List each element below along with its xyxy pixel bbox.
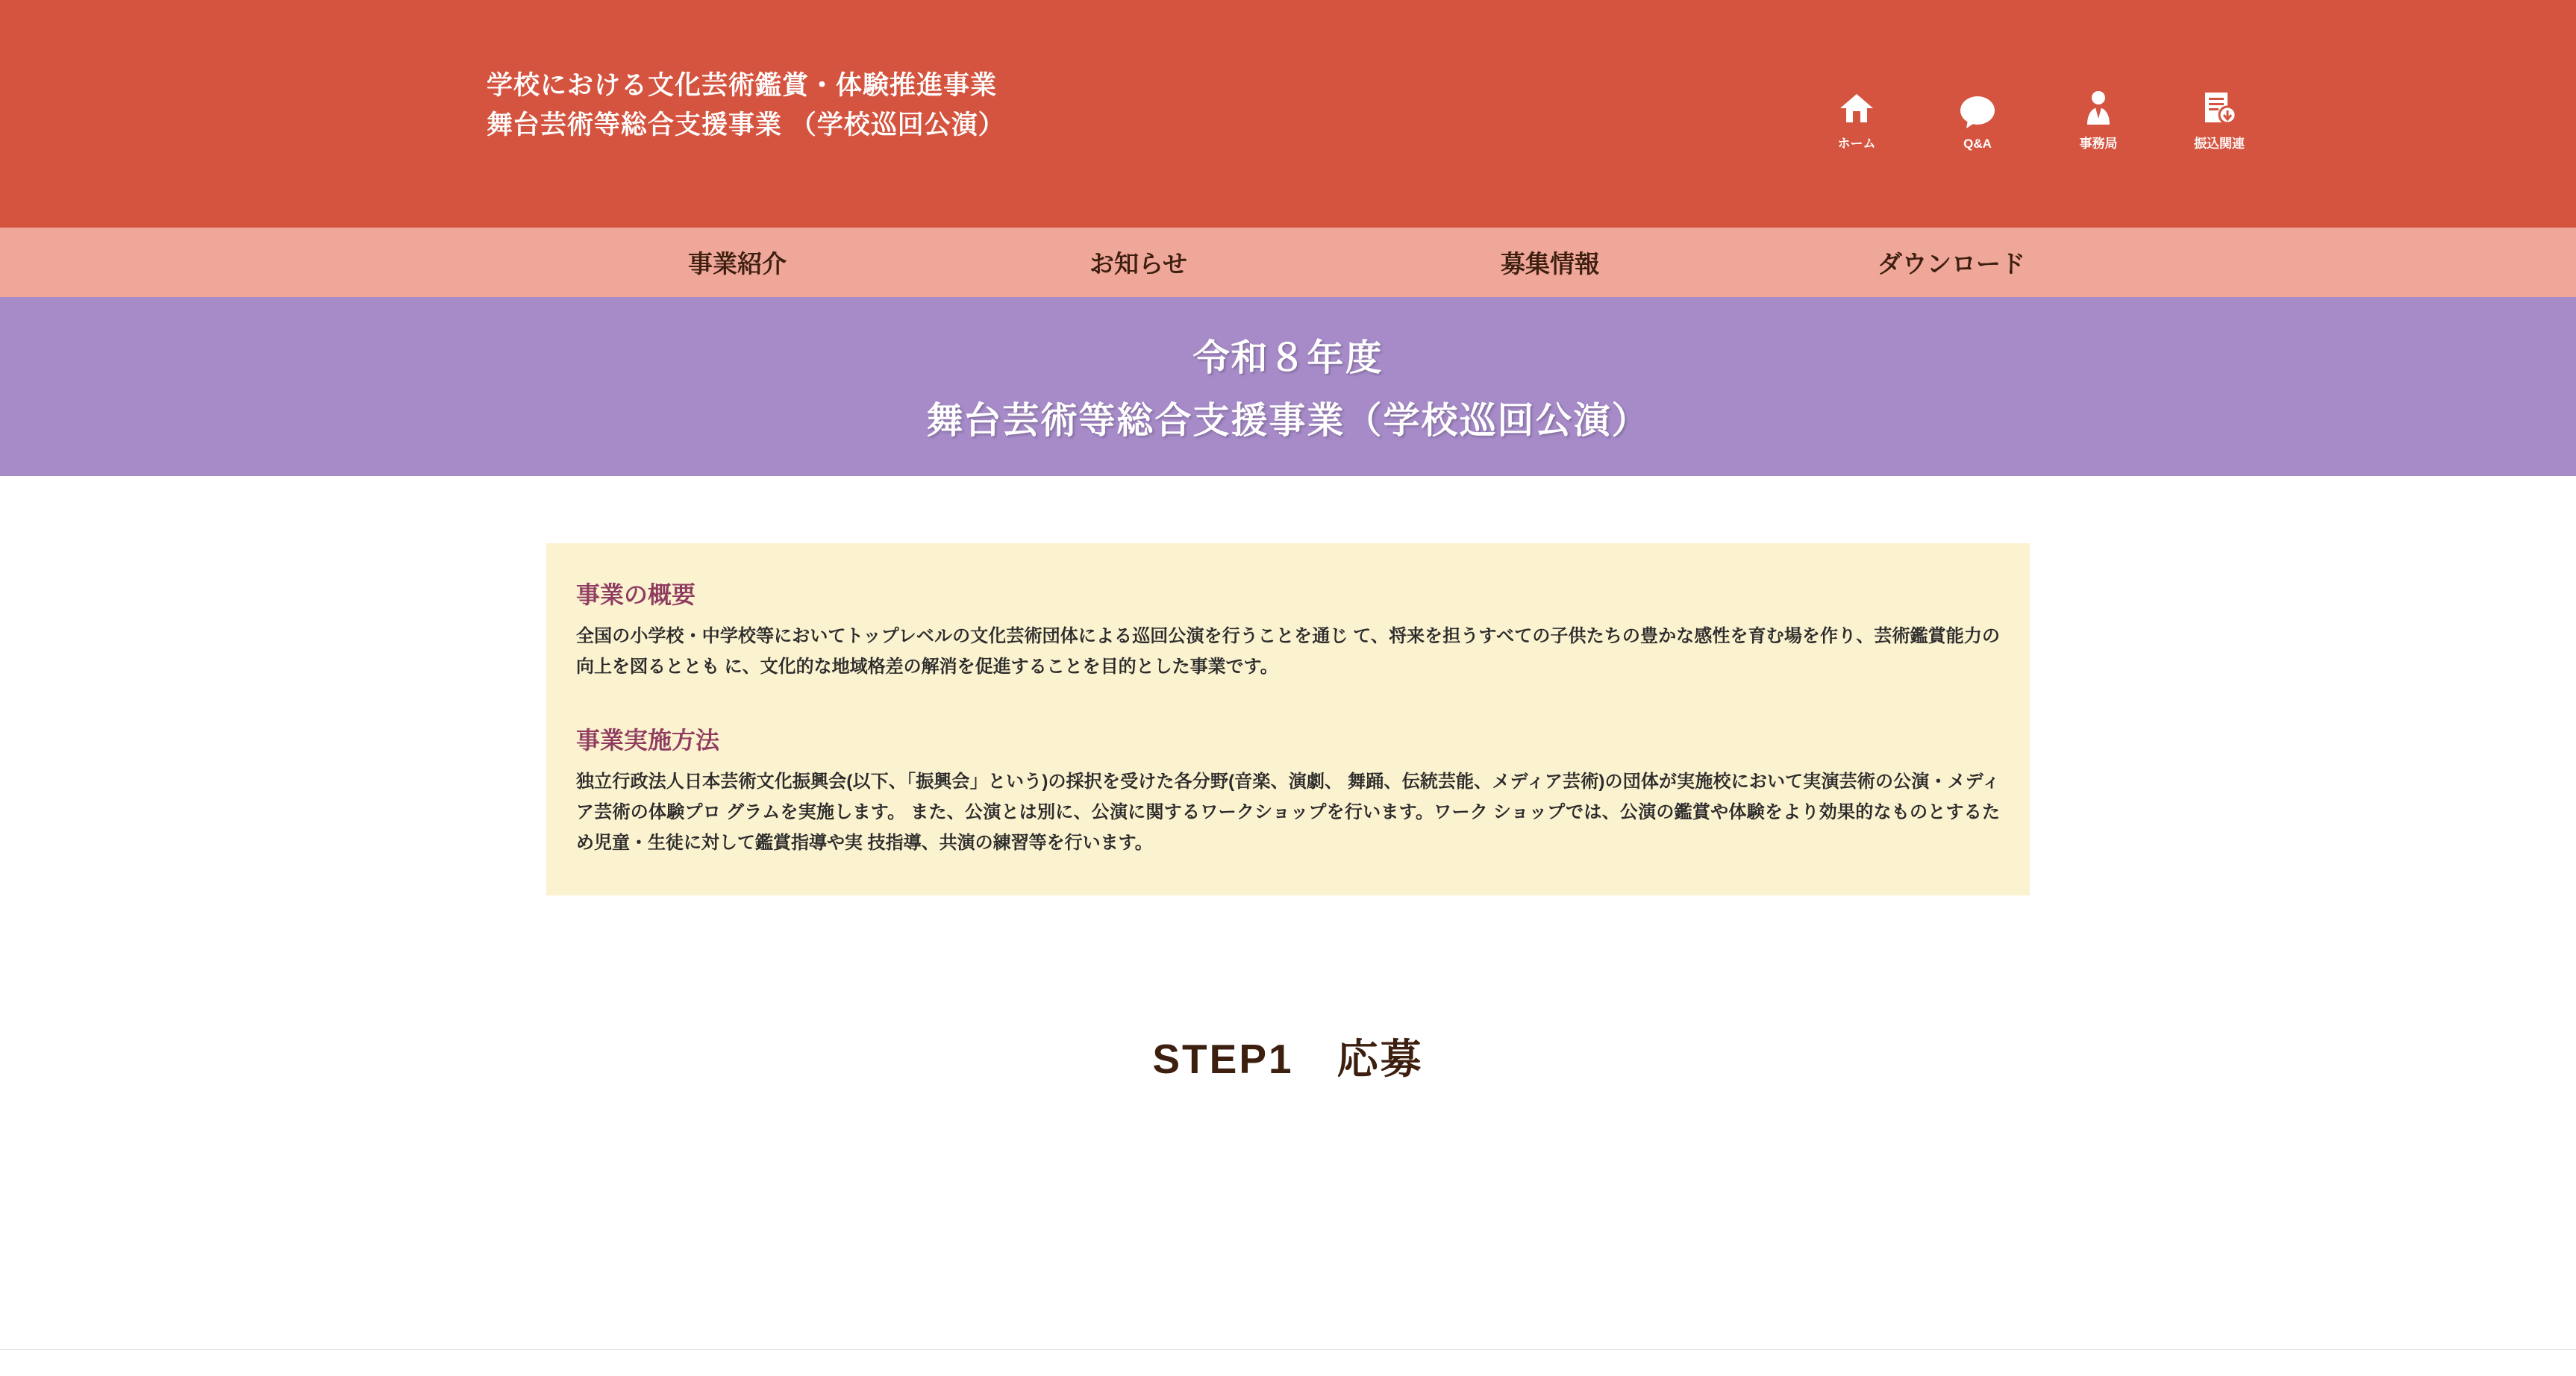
site-title-line-1: 学校における文化芸術鑑賞・体験推進事業 xyxy=(487,71,998,100)
header-link-qa[interactable] xyxy=(1942,92,2013,151)
hero-year-title: 令和８年度 xyxy=(1192,338,1384,378)
header-icon-group xyxy=(1821,88,2255,151)
nav-item-news[interactable]: お知らせ xyxy=(1090,250,1188,278)
header-link-office[interactable] xyxy=(2063,88,2134,151)
main-content xyxy=(0,476,2576,1085)
section-heading-overview: 事業の概要 xyxy=(576,581,696,608)
nav-item-business-intro[interactable]: 事業紹介 xyxy=(688,250,787,278)
transfer-document-icon xyxy=(2201,88,2237,128)
qa-speech-bubble-icon xyxy=(1959,92,1996,132)
site-title-block xyxy=(487,66,1005,145)
nav-item-recruitment-info[interactable]: 募集情報 xyxy=(1501,250,1599,278)
header-link-transfer-label: 振込関連 xyxy=(2194,137,2245,151)
header-link-home-label: ホーム xyxy=(1837,137,1876,151)
overview-card xyxy=(546,543,2030,895)
office-person-icon xyxy=(2083,88,2113,128)
step1-title: STEP1 応募 xyxy=(1152,1036,1424,1083)
hero-program-title: 舞台芸術等総合支援事業（学校巡回公演） xyxy=(926,401,1650,441)
home-icon xyxy=(1839,88,1875,128)
header-link-home[interactable] xyxy=(1821,88,1892,151)
section-body-method: 独立行政法人日本芸術文化振興会(以下、「振興会」という)の採択を受けた各分野(音楽、演劇、 舞踊、伝統芸能、メディア芸術)の団体が実施校において実演芸術の公演・メディア芸術の体験プロ グラムを実施します。 また、公演とは別に、公演に関するワークショップを行います。ワーク ショップでは、公演の鑑賞や体験をより効果的なものとするため児童・生徒に対して鑑賞指導や実 技指導、共演の練習等を行います。 xyxy=(576,771,2000,854)
header-link-qa-label: Q&A xyxy=(1963,137,1992,151)
site-header xyxy=(0,0,2576,228)
header-link-office-label: 事務局 xyxy=(2079,137,2118,151)
header-link-transfer[interactable] xyxy=(2183,88,2255,151)
section-body-overview: 全国の小学校・中学校等においてトップレベルの文化芸術団体による巡回公演を行うことを通じ て、将来を担うすべての子供たちの豊かな感性を育む場を作り、芸術鑑賞能力の向上を図るととも に、文化的な地域格差の解消を促進することを目的とした事業です。 xyxy=(576,626,2000,678)
section-heading-method: 事業実施方法 xyxy=(576,726,720,754)
nav-item-download[interactable]: ダウンロード xyxy=(1878,250,2025,278)
hero-banner xyxy=(0,297,2576,476)
site-title-line-2: 舞台芸術等総合支援事業 （学校巡回公演） xyxy=(487,110,1005,140)
main-navigation xyxy=(0,228,2576,297)
page-bottom-divider xyxy=(0,1349,2576,1376)
